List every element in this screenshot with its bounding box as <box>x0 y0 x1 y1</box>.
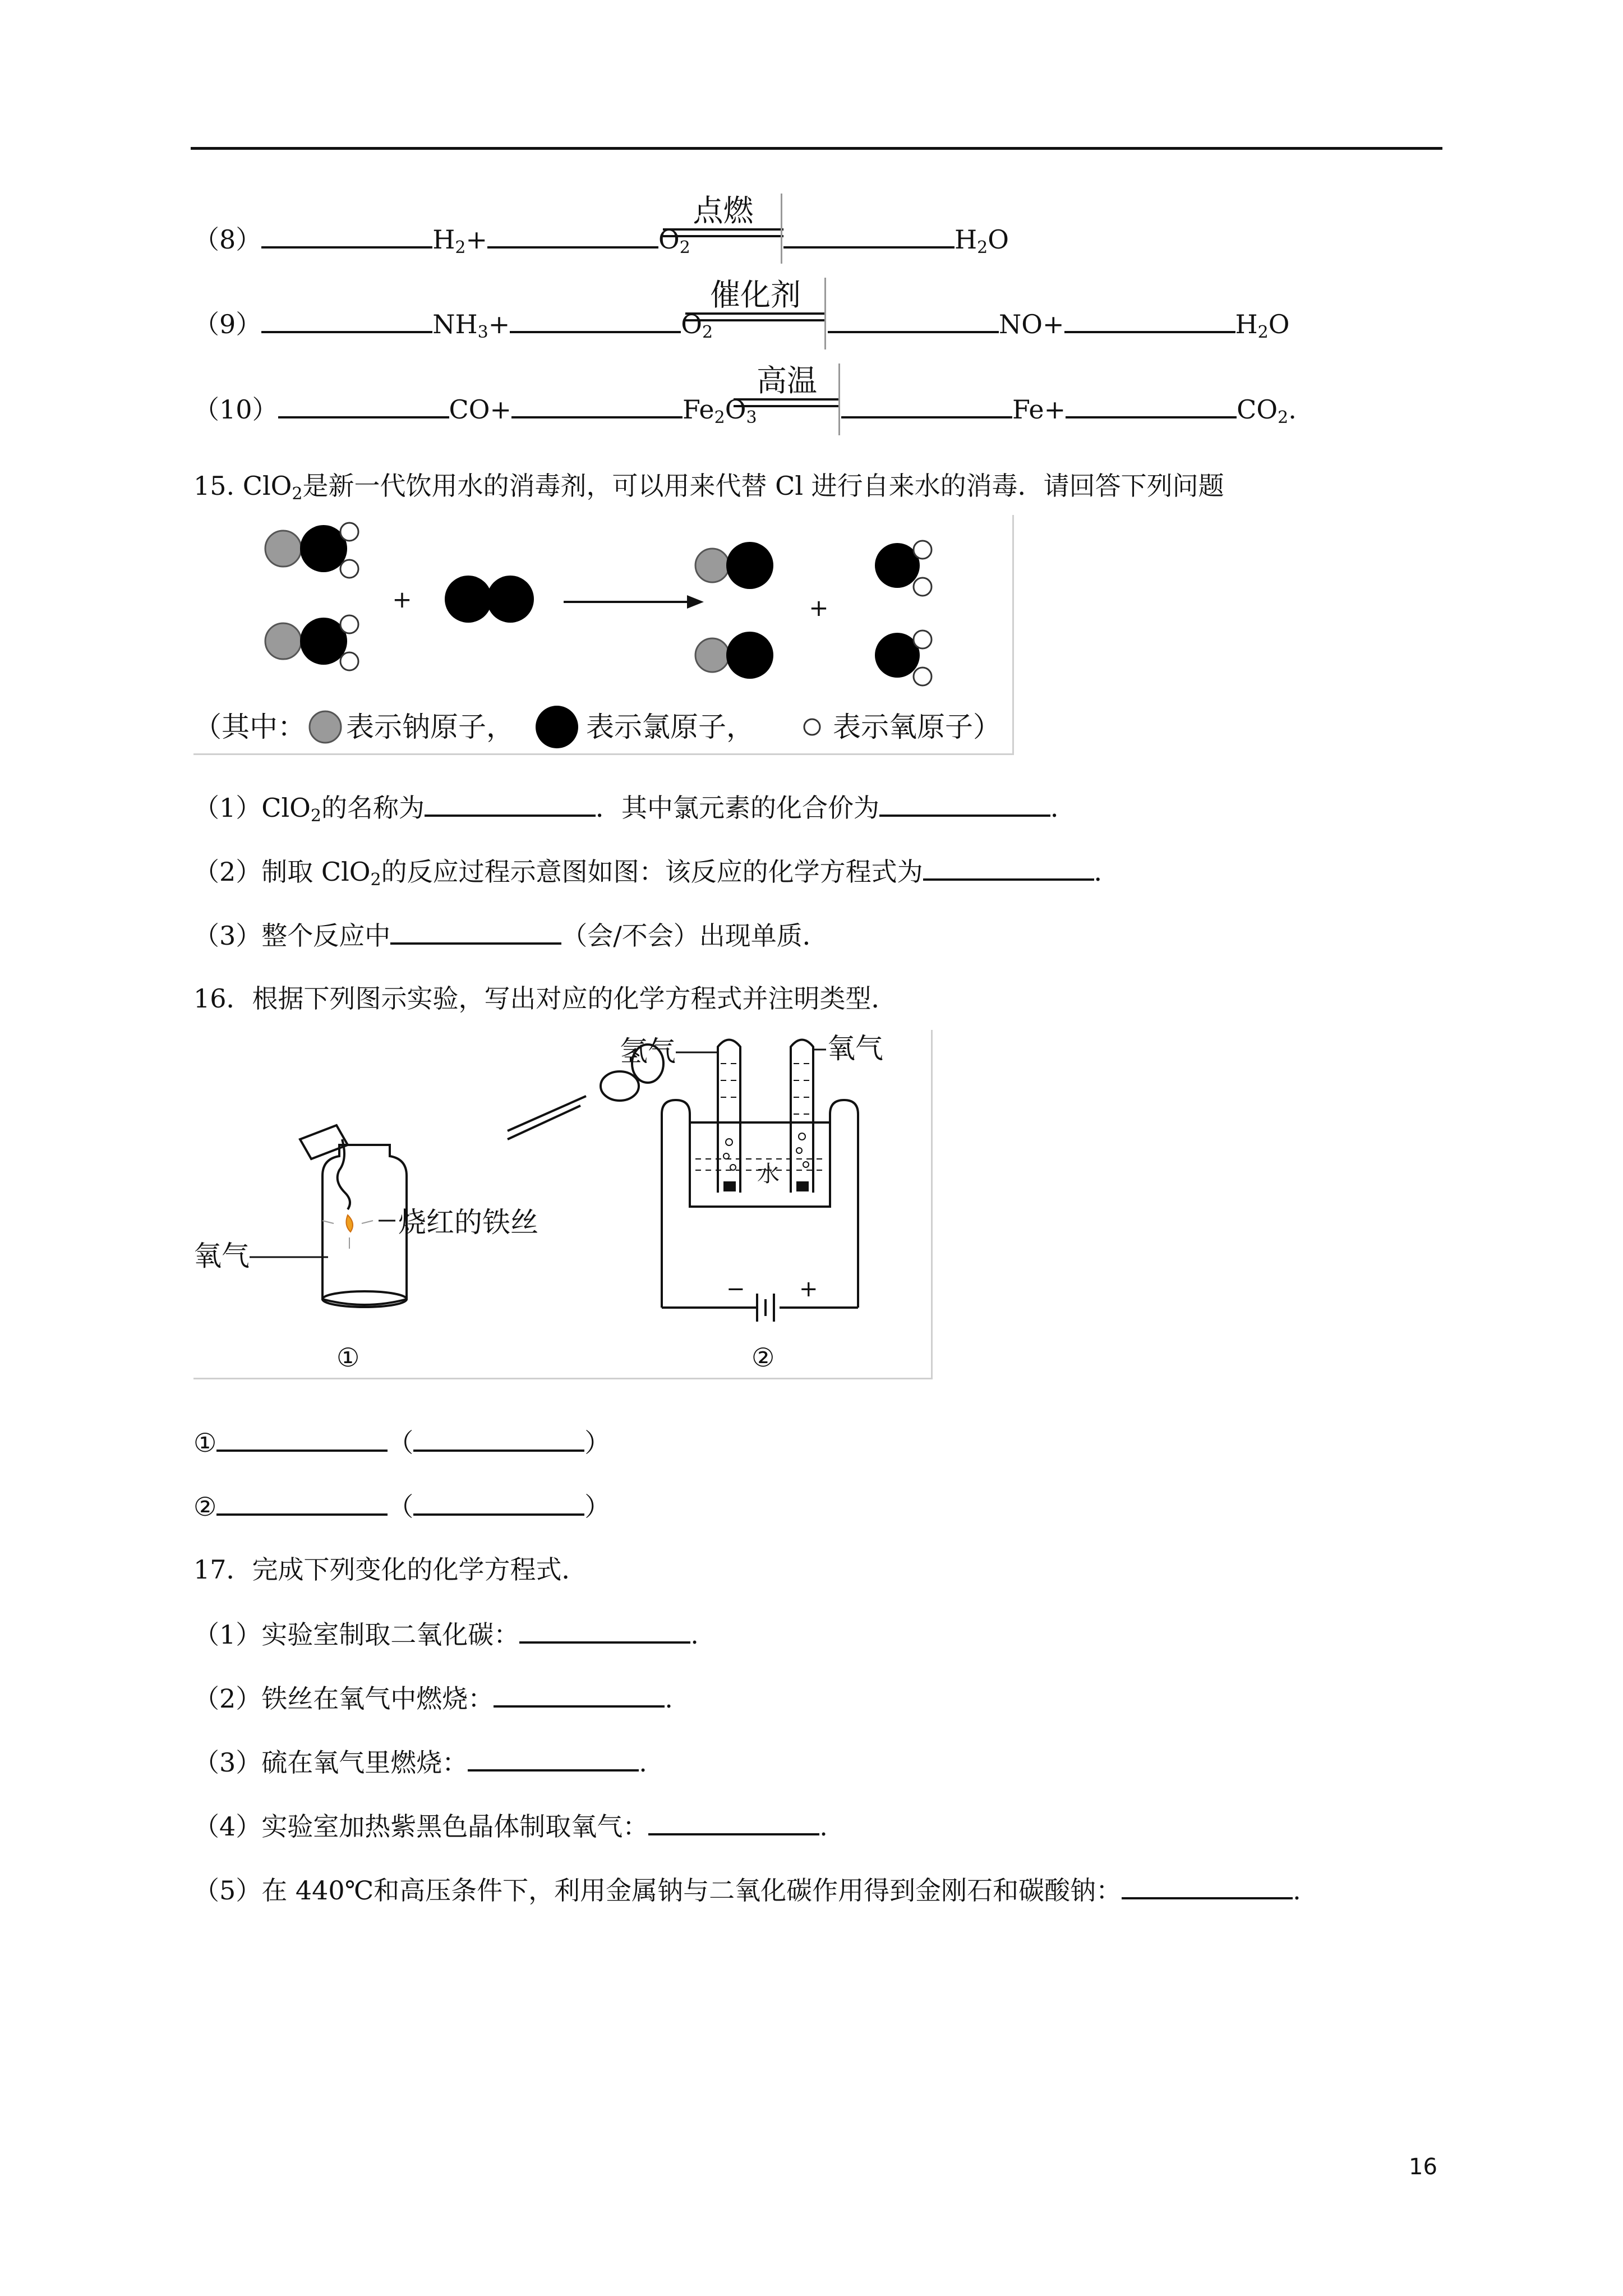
sodium-chlorite-molecule <box>265 523 358 578</box>
answer-blank[interactable] <box>519 1617 690 1644</box>
iron-combustion-apparatus <box>300 1045 663 1307</box>
equation-8: （8） $H_2+ O_2$ <box>193 222 690 265</box>
eq8-number: （8） <box>193 224 262 255</box>
answer-blank[interactable] <box>261 306 432 333</box>
answer-blank[interactable] <box>1066 392 1237 418</box>
legend <box>193 706 1001 748</box>
electrode <box>796 1181 809 1191</box>
sodium-chloride-molecule <box>695 542 773 589</box>
q17-item-5: （5）在 440℃和高压条件下，利用金属钠与二氧化碳作用得到金刚石和碳酸钠： . <box>193 1872 1301 1907</box>
svg-text:表示氯原子，: 表示氯原子， <box>586 711 754 743</box>
answer-blank[interactable] <box>216 1489 388 1516</box>
answer-blank[interactable] <box>510 306 681 333</box>
reaction-diagram <box>193 515 1012 753</box>
q15-sub3: （3）整个反应中 （会/不会）出现单质． <box>193 918 828 953</box>
q16-answer-1: ① （ ） <box>193 1425 610 1460</box>
q17-item-1: （1）实验室制取二氧化碳： . <box>193 1617 699 1651</box>
reaction-arrow <box>564 595 704 609</box>
condition-catalyst: 催化剂 <box>685 278 826 321</box>
q17-item-2: （2）铁丝在氧气中燃烧： . <box>193 1681 673 1715</box>
condition-ignite: 点燃 <box>663 194 783 237</box>
answer-blank[interactable] <box>511 392 683 418</box>
answer-blank[interactable] <box>487 222 658 249</box>
header-rule <box>191 147 1442 150</box>
equation-10-products: $Fe+ CO_2$. <box>841 392 1297 435</box>
water-surface <box>695 1064 824 1170</box>
q17-item-3: （3）硫在氧气里燃烧： . <box>193 1745 647 1779</box>
svg-text:（其中：: （其中： <box>193 711 306 743</box>
svg-text:表示氧原子）: 表示氧原子） <box>833 711 1001 743</box>
q16-experiment-figure <box>193 1030 933 1379</box>
svg-text:表示钠原子，: 表示钠原子， <box>346 711 514 743</box>
answer-blank[interactable] <box>923 854 1094 881</box>
iron-wire-label: 烧红的铁丝 <box>398 1206 538 1239</box>
cond-bracket <box>781 194 782 264</box>
answer-blank[interactable] <box>841 392 1012 418</box>
answer-blank[interactable] <box>879 790 1050 817</box>
equation-10: （10） $CO+ Fe_2O_3$ <box>193 392 757 435</box>
answer-blank[interactable] <box>494 1681 665 1708</box>
plus-sign: + <box>809 594 829 622</box>
q15-reaction-figure <box>193 515 1014 755</box>
experiment-diagrams <box>193 1030 931 1378</box>
q16-answer-2: ② （ ） <box>193 1489 610 1524</box>
equation-9-products: $NO+ H_2O$ <box>828 306 1289 349</box>
flame-icon <box>322 1215 373 1249</box>
q15-sub1: （1）ClO$_2$的名称为 ．其中氯元素的化合价为 ． <box>193 790 1076 833</box>
answer-blank[interactable] <box>261 222 432 249</box>
answer-blank[interactable] <box>278 392 449 418</box>
equation-9: （9） $NH_3+ O_2$ <box>193 306 713 349</box>
cond-bracket <box>838 364 840 435</box>
answer-blank[interactable] <box>216 1425 388 1452</box>
q15-sub2: （2）制取 ClO$_2$的反应过程示意图如图：该反应的化学方程式为 ． <box>193 854 1120 897</box>
chlorine-dioxide-molecule <box>875 631 932 685</box>
electrode <box>723 1181 736 1191</box>
condition-high-temperature: 高温 <box>734 364 840 407</box>
sodium-chloride-molecule <box>695 632 773 679</box>
chlorine-dioxide-molecule <box>875 541 932 596</box>
figure-1-number: ① <box>336 1342 360 1373</box>
answer-blank[interactable] <box>390 918 561 945</box>
answer-blank[interactable] <box>828 306 999 333</box>
hydrogen-label: 氢气 <box>620 1035 676 1068</box>
oxygen-label: 氧气 <box>193 1240 250 1272</box>
q16-stem: 16．根据下列图示实验，写出对应的化学方程式并注明类型． <box>193 983 897 1014</box>
page-number: 16 <box>1409 2154 1437 2180</box>
answer-blank[interactable] <box>425 790 596 817</box>
answer-blank[interactable] <box>413 1489 584 1516</box>
sodium-chlorite-molecule <box>265 615 358 670</box>
answer-blank[interactable] <box>1064 306 1235 333</box>
answer-blank[interactable] <box>468 1745 639 1772</box>
answer-blank[interactable] <box>413 1425 584 1452</box>
oxygen-tube-label: 氧气 <box>827 1032 883 1065</box>
q15-stem: 15. ClO$_2$是新一代饮用水的消毒剂，可以用来代替 Cl 进行自来水的消毒．请回答下列问题 <box>193 471 1224 504</box>
cond-bracket <box>824 278 826 349</box>
positive-terminal: + <box>799 1276 818 1302</box>
plus-sign: + <box>392 586 412 613</box>
negative-terminal: − <box>726 1276 745 1302</box>
answer-blank[interactable] <box>648 1809 819 1835</box>
figure-2-number: ② <box>751 1342 775 1373</box>
chlorine-molecule <box>445 576 534 623</box>
answer-blank[interactable] <box>1122 1872 1293 1899</box>
water-label: 水 <box>757 1161 780 1187</box>
q17-stem: 17．完成下列变化的化学方程式． <box>193 1554 588 1585</box>
q17-item-4: （4）实验室加热紫黑色晶体制取氧气： . <box>193 1809 828 1843</box>
equation-8-products: $H_2O$ <box>783 222 1009 265</box>
answer-blank[interactable] <box>783 222 955 249</box>
